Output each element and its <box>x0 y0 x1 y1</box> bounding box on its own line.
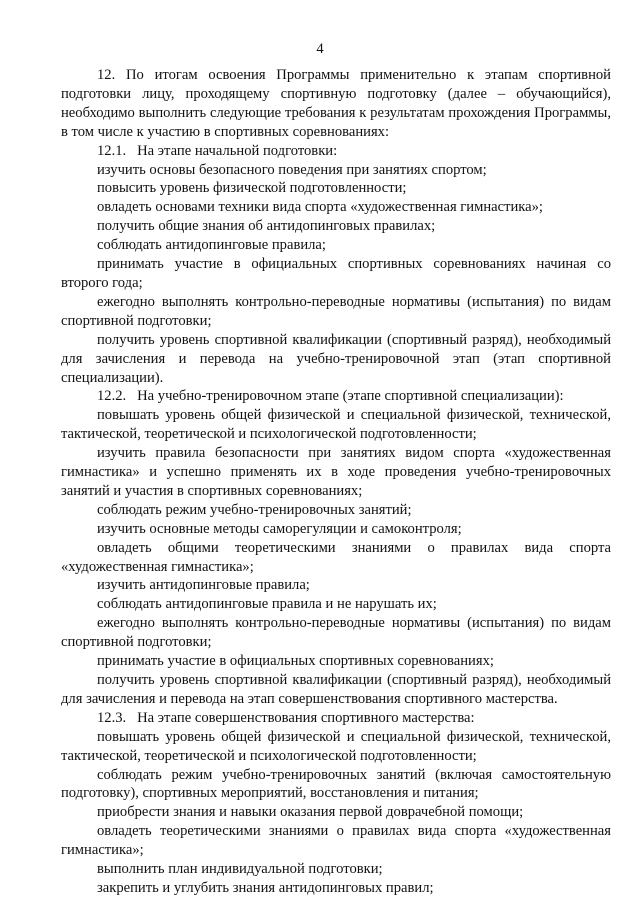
document-body <box>61 66 611 898</box>
paragraph: 12. По итогам освоения Программы применительно к этапам спортивной подготовки лицу, проходящему спортивную подготовку (далее – обучающийся), необходимо выполнить следующие требования к результатам прохождения Программы, в том числе к участию в спортивных соревнованиях: <box>61 67 611 140</box>
paragraph: принимать участие в официальных спортивных соревнованиях начиная со второго года; <box>61 256 611 291</box>
paragraph: изучить основные методы саморегуляции и самоконтроля; <box>97 520 462 537</box>
paragraph: приобрести знания и навыки оказания первой доврачебной помощи; <box>97 804 524 821</box>
page-number: 4 <box>316 41 324 57</box>
paragraph: изучить правила безопасности при занятиях видом спорта «художественная гимнастика» и успешно применять их в ходе проведения учебно-тренировочных занятий и участия в спортивных соревнованиях; <box>61 445 611 499</box>
paragraph: соблюдать антидопинговые правила и не нарушать их; <box>97 596 437 613</box>
paragraph: повышать уровень общей физической и специальной физической, технической, тактической, теоретической и психологической подготовленности; <box>61 728 611 764</box>
paragraph: овладеть основами техники вида спорта «художественная гимнастика»; <box>97 199 543 216</box>
paragraph: соблюдать режим учебно-тренировочных занятий (включая самостоятельную подготовку), спортивных мероприятий, восстановления и питания; <box>61 766 611 802</box>
paragraph: овладеть общими теоретическими знаниями о правилах вида спорта «художественная гимнастика»; <box>61 539 611 575</box>
section-heading: 12.1. На этапе начальной подготовки: <box>97 142 338 159</box>
paragraph: овладеть теоретическими знаниями о правилах вида спорта «художественная гимнастика»; <box>61 823 611 859</box>
paragraph: повышать уровень общей физической и специальной физической, технической, тактической, теоретической и психологической подготовленности; <box>61 407 611 443</box>
paragraph: соблюдать антидопинговые правила; <box>97 237 326 254</box>
paragraph: ежегодно выполнять контрольно-переводные нормативы (испытания) по видам спортивной подготовки; <box>61 293 611 329</box>
paragraph: ежегодно выполнять контрольно-переводные нормативы (испытания) по видам спортивной подготовки; <box>61 615 611 651</box>
paragraph: получить уровень спортивной квалификации (спортивный разряд), необходимый для зачисления и перевода на учебно-тренировочной этап (этап спортивной специализации). <box>61 331 611 386</box>
section-heading: 12.2. На учебно-тренировочном этапе (этапе спортивной специализации): <box>97 388 564 405</box>
paragraph: выполнить план индивидуальной подготовки; <box>97 861 383 878</box>
section-heading: 12.3. На этапе совершенствования спортивного мастерства: <box>97 709 475 726</box>
paragraph: получить общие знания об антидопинговых правилах; <box>97 218 436 235</box>
paragraph: принимать участие в официальных спортивных соревнованиях; <box>97 653 494 670</box>
paragraph: получить уровень спортивной квалификации (спортивный разряд), необходимый для зачисления и перевода на этап совершенствования спортивного мастерства. <box>61 672 611 707</box>
paragraph: изучить антидопинговые правила; <box>97 577 310 594</box>
paragraph: изучить основы безопасного поведения при занятиях спортом; <box>97 161 487 178</box>
paragraph: соблюдать режим учебно-тренировочных занятий; <box>97 501 412 518</box>
paragraph: закрепить и углубить знания антидопинговых правил; <box>97 879 434 896</box>
paragraph: повысить уровень физической подготовленности; <box>97 180 407 197</box>
